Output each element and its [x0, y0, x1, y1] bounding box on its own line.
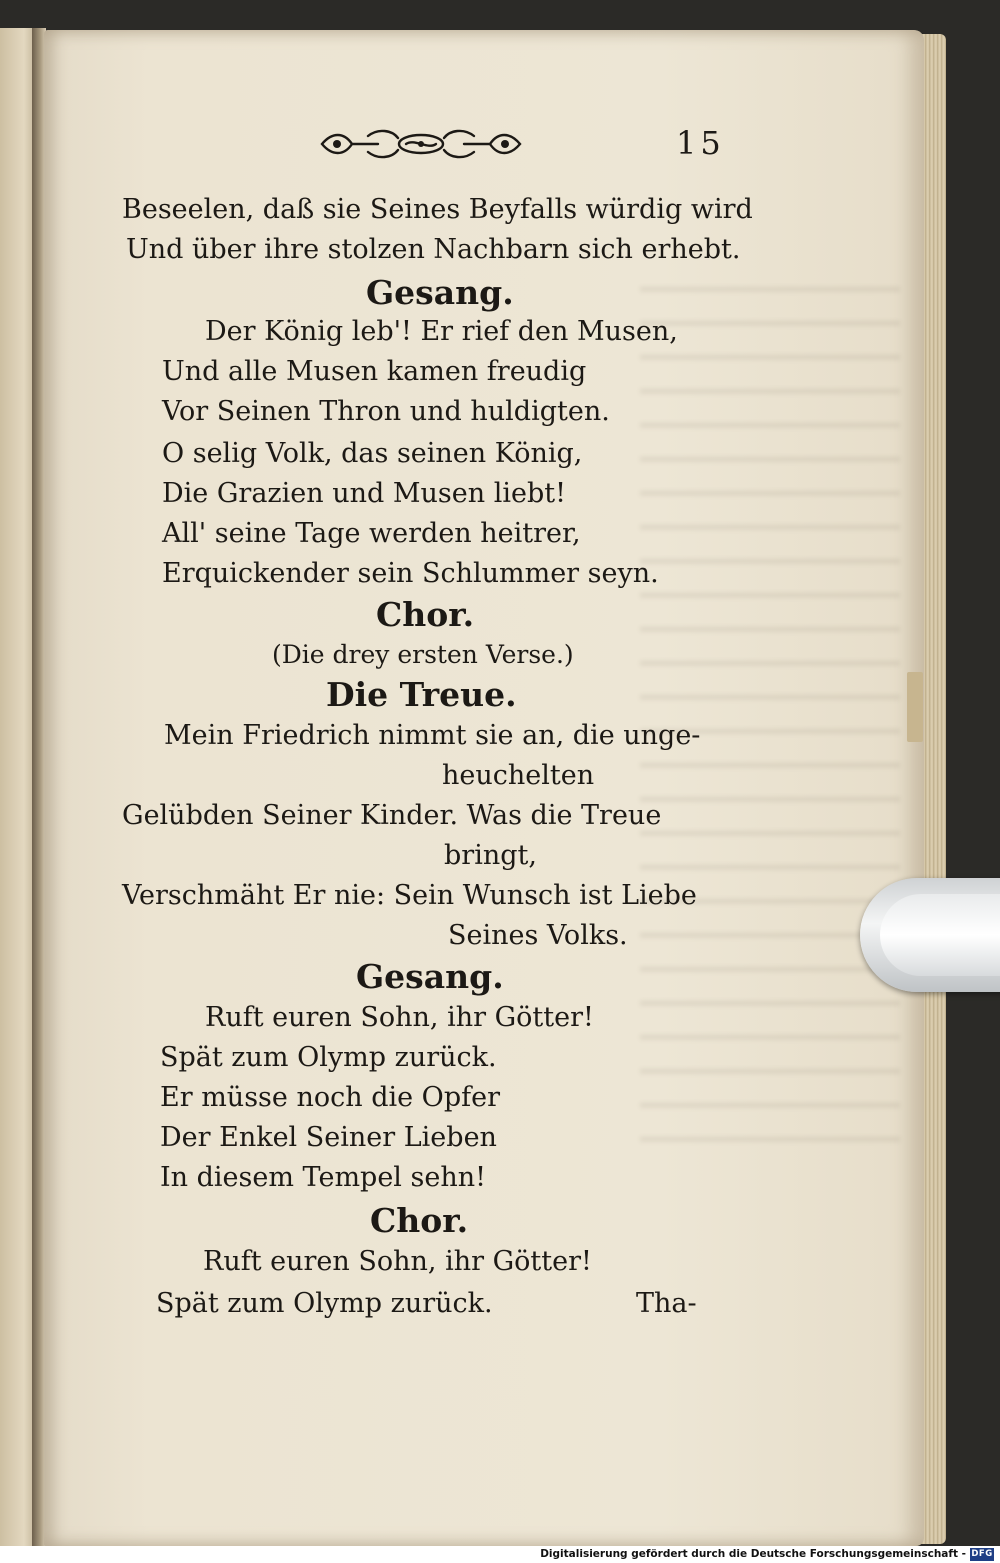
text-line: O selig Volk, das seinen König, — [162, 438, 583, 469]
section-heading: Die Treue. — [326, 675, 517, 714]
text-line: Beseelen, daß sie Seines Beyfalls würdig wird — [122, 194, 753, 225]
text-line: Erquickender sein Schlummer seyn. — [162, 558, 659, 589]
text-line: In diesem Tempel sehn! — [160, 1162, 486, 1193]
text-line: Und über ihre stolzen Nachbarn sich erhebt. — [126, 234, 741, 265]
section-heading: Chor. — [376, 595, 475, 634]
text-line: bringt, — [444, 840, 537, 871]
section-heading: Chor. — [370, 1201, 469, 1240]
text-line: Verschmäht Er nie: Sein Wunsch ist Liebe — [122, 880, 697, 911]
text-line: Vor Seinen Thron und huldigten. — [162, 396, 610, 427]
text-line: All' seine Tage werden heitrer, — [162, 518, 581, 549]
text-line: Spät zum Olymp zurück. — [156, 1288, 493, 1319]
text-line: Er müsse noch die Opfer — [160, 1082, 500, 1113]
text-line: Der König leb'! Er rief den Musen, — [205, 316, 678, 347]
text-line: Die Grazien und Musen liebt! — [162, 478, 566, 509]
text-line: heuchelten — [442, 760, 595, 791]
section-heading: Gesang. — [356, 957, 504, 996]
funding-credit: Digitalisierung gefördert durch die Deutsche Forschungsgemeinschaft - — [540, 1548, 966, 1560]
text-line: Seines Volks. — [448, 920, 628, 951]
text-line: Gelübden Seiner Kinder. Was die Treue — [122, 800, 662, 831]
text-line: Mein Friedrich nimmt sie an, die unge- — [164, 720, 701, 751]
stage-direction: (Die drey ersten Verse.) — [272, 640, 574, 669]
text-line: Spät zum Olymp zurück. — [160, 1042, 497, 1073]
catchword: Tha- — [636, 1288, 697, 1319]
section-heading: Gesang. — [366, 273, 514, 312]
text-line: Der Enkel Seiner Lieben — [160, 1122, 497, 1153]
text-line: Ruft euren Sohn, ihr Götter! — [203, 1246, 592, 1277]
text-line: Ruft euren Sohn, ihr Götter! — [205, 1002, 594, 1033]
text-line: Und alle Musen kamen freudig — [162, 356, 587, 387]
page-number: 15 — [676, 124, 725, 162]
dfg-logo: DFG — [971, 1549, 993, 1559]
